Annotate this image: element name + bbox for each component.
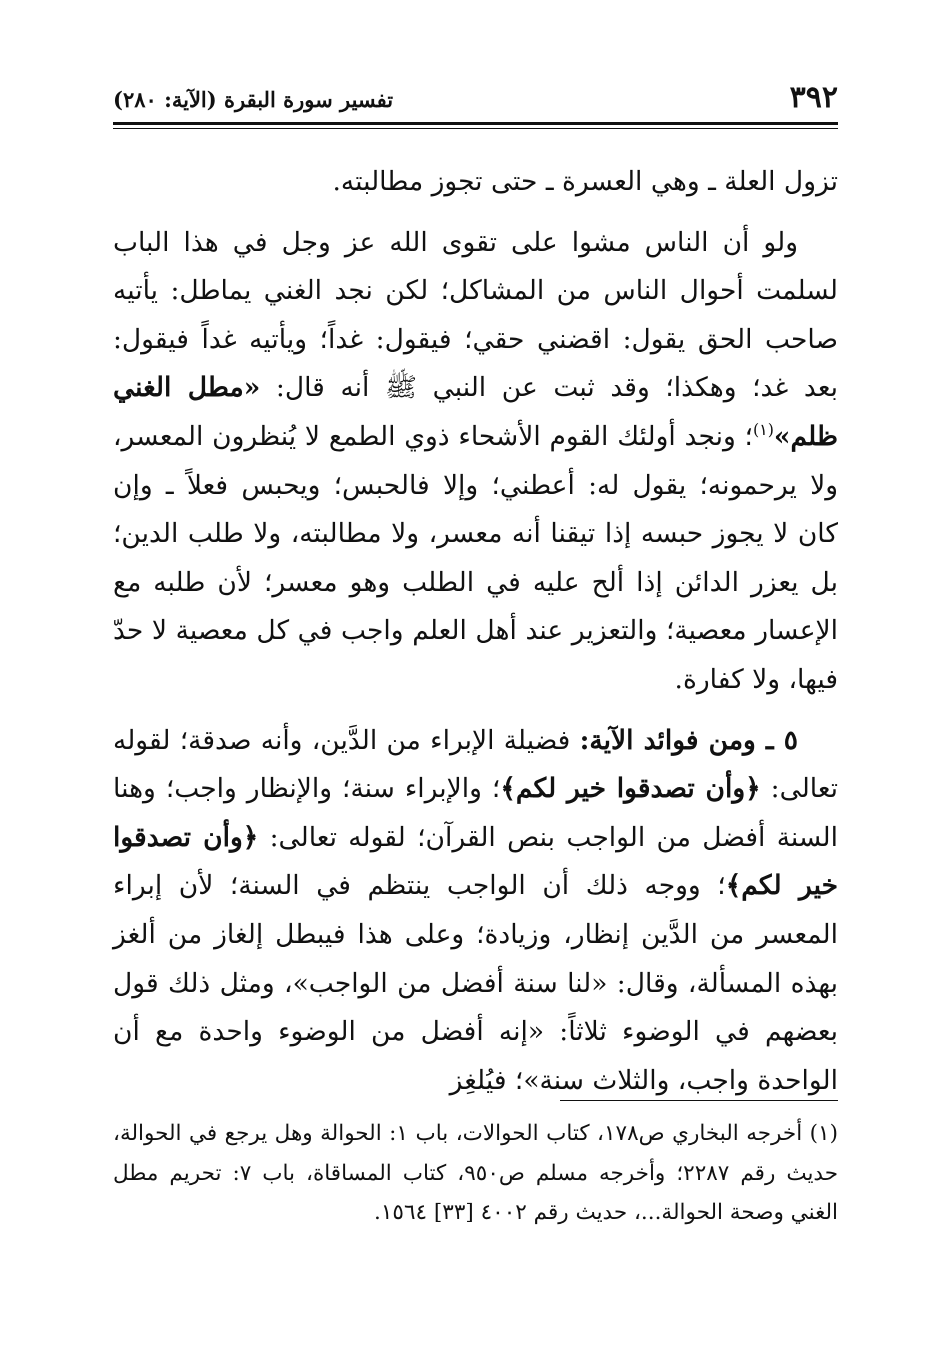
footnote-separator: [560, 1100, 838, 1101]
header-rule-thin: [113, 128, 838, 129]
paragraph-2-text-b: ؛ ونجد أولئك القوم الأشحاء ذوي الطمع لا يُنظرون المعسر، ولا يرحمونه؛ يقول له: أعطني؛ وإلا فالحبس؛ ويحبس فعلاً ـ وإن كان لا يجوز حبسه إذا تيقنا أنه معسر، ولا مطالبته، ولا طلب الدين؛ بل يعزر الدائن إذا ألح عليه في الطلب وهو معسر؛ لأن طلبه مع الإعسار معصية؛ والتعزير عند أهل العلم واجب في كل معصية لا حدّ فيها، ولا كفارة.: [113, 420, 838, 695]
hadith-quote: «مطل الغني ظلم»: [113, 372, 838, 452]
benefit-heading: ٥ ـ ومن فوائد الآية:: [579, 724, 798, 756]
footnote-1: (١) أخرجه البخاري ص١٧٨، كتاب الحوالات، باب ١: الحوالة وهل يرجع في الحوالة، حديث رقم ٢٢٨٧؛ وأخرجه مسلم ص٩٥٠، كتاب المساقاة، باب ٧: تحريم مطل الغني وصحة الحوالة...، حديث رقم ٤٠٠٢ [٣٣] ١٥٦٤.: [113, 1121, 838, 1225]
page-number: ٣٩٢: [789, 80, 838, 115]
paragraph-1: [113, 158, 838, 207]
footnote-ref: (١): [752, 420, 774, 440]
paragraph-3: [113, 717, 838, 1106]
main-text: [113, 158, 838, 1117]
quran-quote-1: ﴿وأن تصدقوا خير لكم﴾: [500, 773, 761, 805]
footnotes: [113, 1114, 838, 1233]
page-header: [113, 78, 838, 122]
running-title: تفسير سورة البقرة (الآية: ٢٨٠): [113, 87, 394, 112]
paragraph-3-text-a: فضيلة الإبراء من الدَّين، وأنه صدقة؛ لقوله تعالى:: [113, 724, 839, 805]
paragraph-2-text-a: ولو أن الناس مشوا على تقوى الله عز وجل في هذا الباب لسلمت أحوال الناس من المشاكل؛ لكن نجد الغني يماطل: يأتيه صاحب الحق يقول: اقضني حقي؛ فيقول: غداً؛ ويأتيه غداً فيقول: بعد غد؛ وهكذا؛ وقد ثبت عن النبي ﷺ أنه قال:: [113, 226, 838, 404]
header-rule-thick: [113, 122, 838, 125]
paragraph-1-text: تزول العلة ـ وهي العسرة ـ حتى تجوز مطالبته.: [332, 166, 838, 197]
paragraph-3-text-c: ؛ ووجه ذلك أن الواجب ينتظم في السنة؛ لأن إبراء المعسر من الدَّين إنظار، وزيادة؛ وعلى هذا فيبطل إلغاز من ألغز بهذه المسألة، وقال: «لنا سنة أفضل من الواجب»، ومثل ذلك قول بعضهم في الوضوء ثلاثاً: «إنه أفضل من الوضوء واحدة مع أن الواحدة واجب، والثلاث سنة»؛ فيُلغِز: [113, 870, 838, 1096]
quran-quote-2: ﴿وأن تصدقوا خير لكم﴾: [113, 821, 838, 902]
paragraph-3-text-b: ؛ والإبراء سنة؛ والإنظار واجب؛ وهنا السنة أفضل من الواجب بنص القرآن؛ لقوله تعالى:: [113, 773, 838, 853]
paragraph-2: [113, 219, 838, 705]
